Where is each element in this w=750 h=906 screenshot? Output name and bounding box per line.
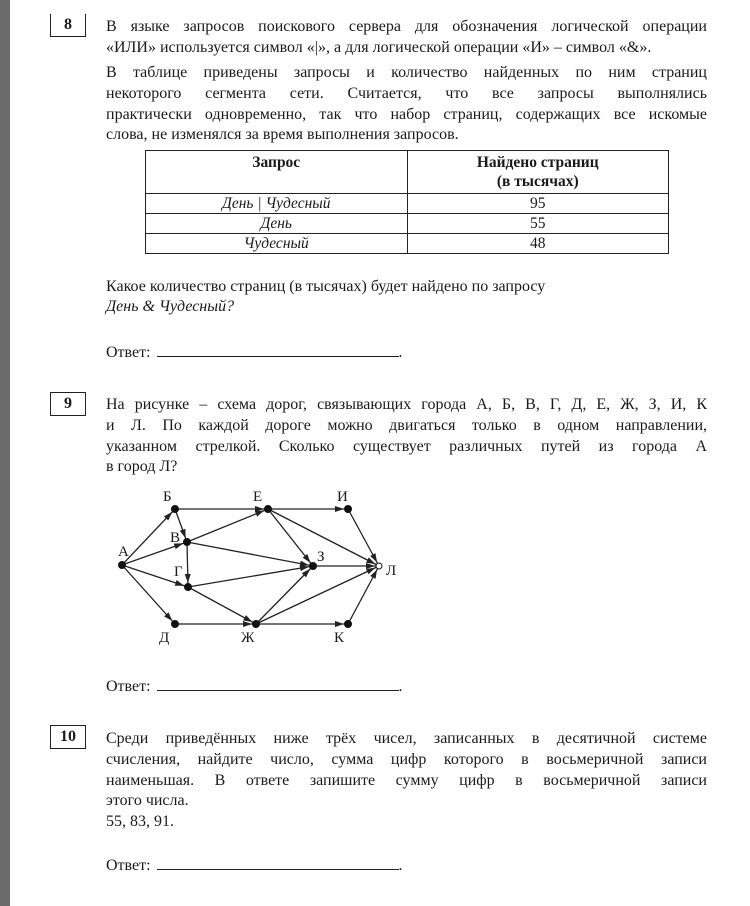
table-header: Запрос <box>146 151 408 194</box>
task10-text: этого числа. <box>106 792 189 809</box>
task-number: 8 <box>50 14 86 37</box>
arrow-icon <box>185 574 191 583</box>
table-row: Чудесный 48 <box>146 234 669 254</box>
task8-question: Какое количество страниц (в тысячах) будет найдено по запросу <box>106 278 546 295</box>
arrow-icon <box>180 529 186 538</box>
table-row: День | Чудесный 95 <box>146 194 669 214</box>
node-label: И <box>337 489 348 505</box>
node-label: Л <box>386 563 397 579</box>
table-header: Найдено страниц (в тысячах) <box>407 151 669 194</box>
answer-field[interactable]: Ответ: . <box>106 857 403 874</box>
node-label: К <box>334 630 345 646</box>
city-node <box>184 539 191 546</box>
task8-text: В таблице приведены запросы и количество найденных по ним страниц <box>106 64 707 81</box>
task-number: 9 <box>50 392 86 416</box>
city-node <box>345 621 352 628</box>
task9-text: и Л. По каждой дороге можно двигаться только в одном направлении, <box>106 417 707 434</box>
task9-text: в город Л? <box>106 458 178 475</box>
task8-text: практически одновременно, так что набор страниц, содержащих все искомые <box>106 106 707 123</box>
node-label: Е <box>253 489 263 505</box>
city-node <box>185 584 192 591</box>
task9-text: На рисунке – схема дорог, связывающих города А, Б, В, Г, Д, Е, Ж, З, И, К <box>106 396 707 413</box>
arrow-icon <box>255 511 264 517</box>
table-row: День 55 <box>146 214 669 234</box>
city-node <box>376 563 382 569</box>
node-label: Д <box>159 630 170 646</box>
city-node <box>265 506 272 513</box>
node-label: Г <box>174 564 183 580</box>
city-node <box>310 563 317 570</box>
task9-text: указанном стрелкой. Сколько существует различных путей из города А <box>106 438 707 455</box>
task10-text: наименьшая. В ответе запишите сумму цифр в восьмеричной записи <box>106 772 707 789</box>
road-J-L <box>256 566 379 624</box>
task-number: 10 <box>50 725 86 749</box>
node-label: В <box>170 530 181 546</box>
task10-text: Среди приведённых ниже трёх чисел, записанных в десятичной системе <box>106 730 707 747</box>
city-node <box>345 506 352 513</box>
arrow-icon <box>335 506 344 512</box>
node-label: Б <box>163 489 172 505</box>
task8-text: некоторого сегмента сети. Считается, что все запросы выполнялись <box>106 85 707 102</box>
answer-field[interactable]: Ответ: . <box>106 344 403 361</box>
city-node <box>253 621 260 628</box>
city-node <box>119 562 126 569</box>
task8-text: слова, не изменялся за время выполнения запросов. <box>106 126 459 143</box>
node-label: З <box>317 549 325 565</box>
road-V-Z <box>187 542 313 566</box>
arrow-icon <box>335 621 344 627</box>
node-label: А <box>118 544 129 560</box>
task10-numbers: 55, 83, 91. <box>106 813 174 830</box>
task8-text: «ИЛИ» используется символ «|», а для логической операции «И» – символ «&». <box>106 39 652 56</box>
arrow-icon <box>243 621 252 627</box>
arrow-icon <box>243 615 252 622</box>
city-node <box>172 506 179 513</box>
node-label: Ж <box>241 630 255 646</box>
task8-query: День & Чудесный? <box>106 298 235 315</box>
road-G-Z <box>188 566 313 587</box>
task8-text: В языке запросов поискового сервера для обозначения логической операции <box>106 18 707 35</box>
task10-text: счисления, найдите число, сумма цифр которого в восьмеричной записи <box>106 751 707 768</box>
road-V-E <box>187 509 268 542</box>
answer-field[interactable]: Ответ: . <box>106 678 403 695</box>
city-node <box>172 621 179 628</box>
